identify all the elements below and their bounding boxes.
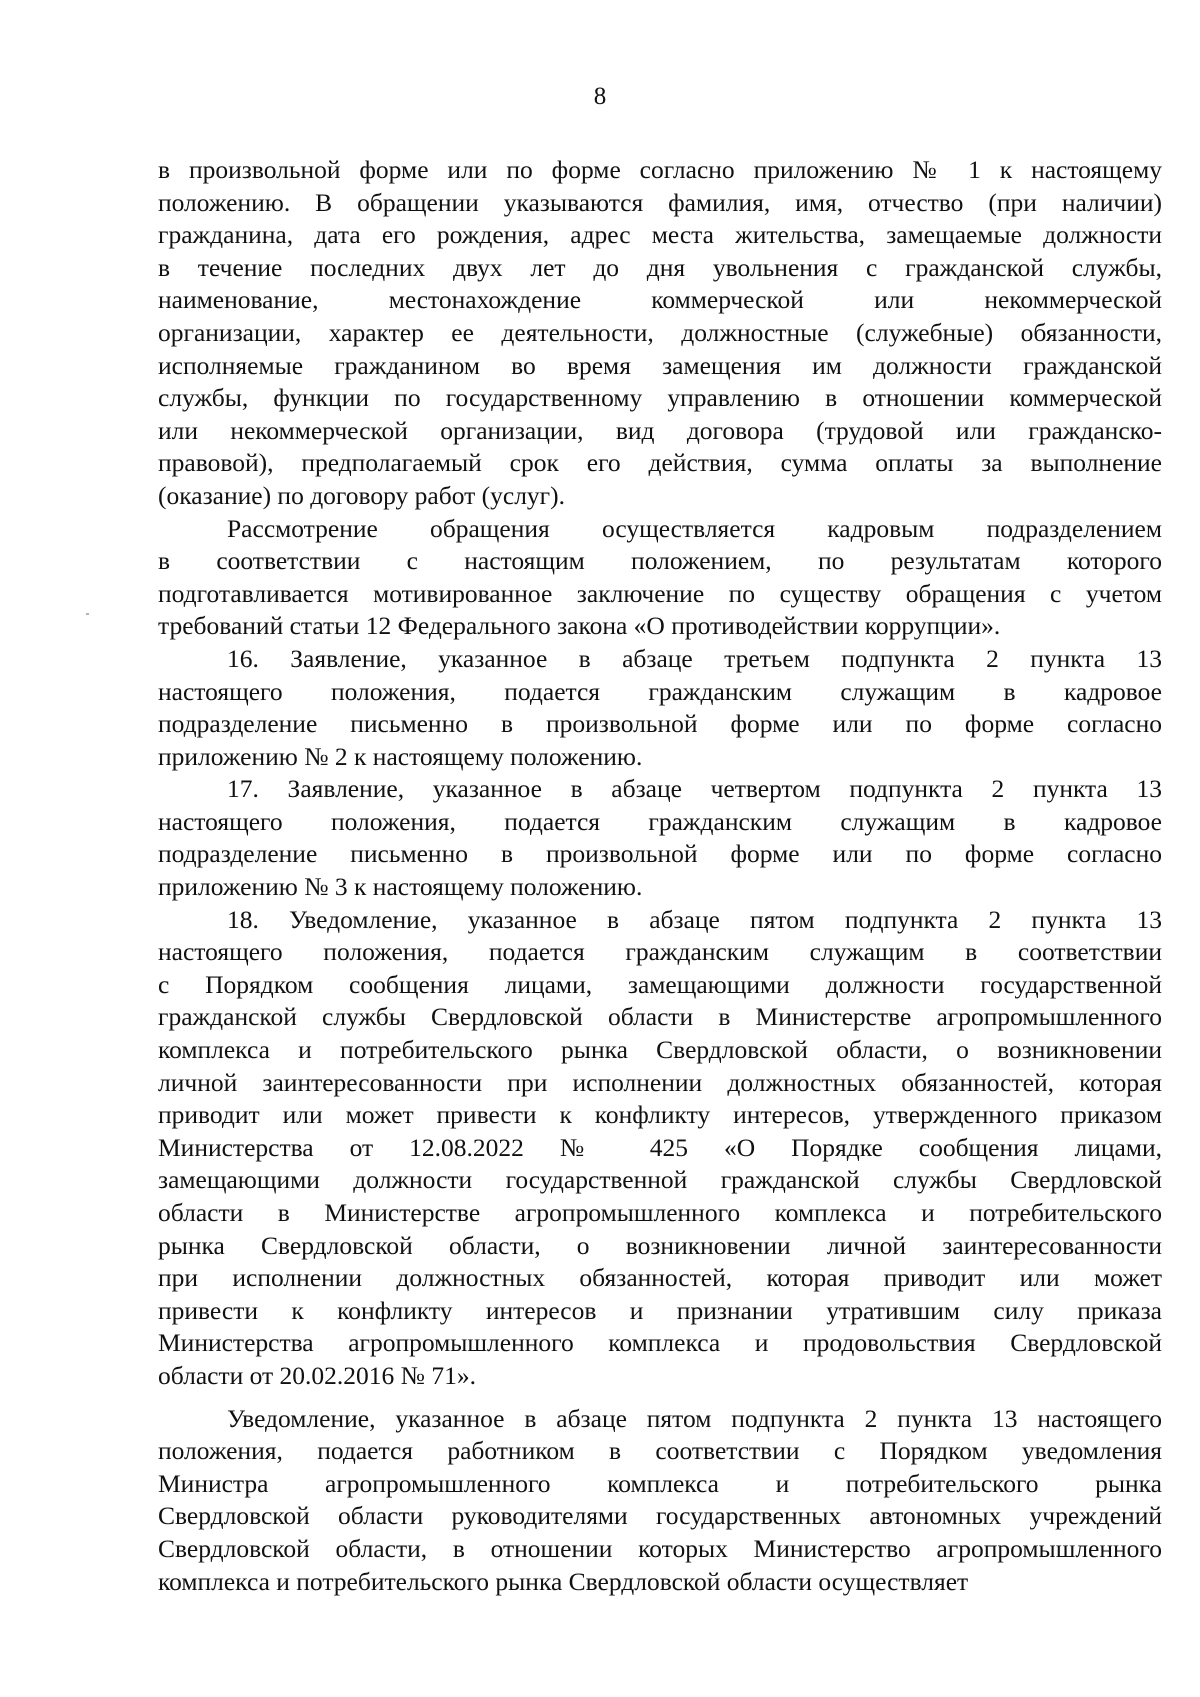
text-line: в соответствии с настоящим положением, по результатам которого: [158, 546, 1162, 576]
paragraph: [158, 513, 1162, 643]
text-line: рынка Свердловской области, о возникновении личной заинтересованности: [158, 1230, 1162, 1260]
text-line: с Порядком сообщения лицами, замещающими должности государственной: [158, 969, 1162, 999]
text-line: Министерства от 12.08.2022 № 425 «О Порядке сообщения лицами,: [158, 1132, 1162, 1162]
paragraph: [158, 154, 1162, 513]
text-line: 16. Заявление, указанное в абзаце третьем подпункта 2 пункта 13: [227, 643, 1162, 673]
text-line: приложению № 2 к настоящему положению.: [158, 741, 643, 771]
text-line: службы, функции по государственному управлению в отношении коммерческой: [158, 383, 1162, 413]
text-line: положению. В обращении указываются фамилия, имя, отчество (при наличии): [158, 187, 1162, 217]
scan-speck: [86, 613, 89, 615]
text-line: настоящего положения, подается гражданским служащим в кадровое: [158, 676, 1162, 706]
text-line: приложению № 3 к настоящему положению.: [158, 872, 643, 902]
text-line: комплекса и потребительского рынка Свердловской области осуществляет: [158, 1566, 969, 1596]
text-line: правовой), предполагаемый срок его действия, сумма оплаты за выполнение: [158, 448, 1162, 478]
text-line: или некоммерческой организации, вид договора (трудовой или гражданско-: [158, 415, 1162, 445]
text-line: комплекса и потребительского рынка Свердловской области, о возникновении: [158, 1035, 1162, 1065]
text-line: Рассмотрение обращения осуществляется кадровым подразделением: [227, 513, 1162, 543]
text-line: личной заинтересованности при исполнении должностных обязанностей, которая: [158, 1067, 1162, 1097]
paragraph: [158, 904, 1162, 1393]
text-line: замещающими должности государственной гражданской службы Свердловской: [158, 1165, 1162, 1195]
text-line: при исполнении должностных обязанностей, которая приводит или может: [158, 1263, 1162, 1293]
text-line: настоящего положения, подается гражданским служащим в соответствии: [158, 937, 1162, 967]
text-line: гражданина, дата его рождения, адрес места жительства, замещаемые должности: [158, 220, 1162, 250]
paragraph: [158, 773, 1162, 903]
text-line: Министерства агропромышленного комплекса и продовольствия Свердловской: [158, 1328, 1162, 1358]
page-number: 8: [593, 83, 607, 110]
text-line: положения, подается работником в соответствии с Порядком уведомления: [158, 1436, 1162, 1466]
text-line: Свердловской области, в отношении которых Министерство агропромышленного: [158, 1533, 1162, 1563]
text-line: области в Министерстве агропромышленного комплекса и потребительского: [158, 1198, 1162, 1227]
text-line: Свердловской области руководителями государственных автономных учреждений: [158, 1501, 1162, 1531]
text-line: подразделение письменно в произвольной форме или по форме согласно: [158, 839, 1162, 869]
text-line: 18. Уведомление, указанное в абзаце пятом подпункта 2 пункта 13: [227, 904, 1162, 934]
text-line: наименование, местонахождение коммерческой или некоммерческой: [158, 285, 1162, 315]
paragraph: [158, 643, 1162, 773]
text-line: Уведомление, указанное в абзаце пятом подпункта 2 пункта 13 настоящего: [227, 1403, 1162, 1433]
text-line: Министра агропромышленного комплекса и потребительского рынка: [158, 1468, 1162, 1498]
text-line: в произвольной форме или по форме согласно приложению № 1 к настоящему: [158, 155, 1162, 184]
text-line: требований статьи 12 Федерального закона «О противодействии коррупции».: [158, 611, 1001, 641]
text-line: области от 20.02.2016 № 71».: [158, 1360, 477, 1390]
text-line: в течение последних двух лет до дня увольнения с гражданской службы,: [158, 252, 1162, 282]
text-line: подразделение письменно в произвольной форме или по форме согласно: [158, 709, 1162, 739]
text-line: привести к конфликту интересов и признании утратившим силу приказа: [158, 1295, 1162, 1325]
document-body: [158, 154, 1162, 1598]
text-line: 17. Заявление, указанное в абзаце четвертом подпункта 2 пункта 13: [227, 774, 1162, 804]
text-line: исполняемые гражданином во время замещения им должности гражданской: [158, 350, 1162, 380]
text-line: гражданской службы Свердловской области в Министерстве агропромышленного: [158, 1002, 1162, 1032]
text-line: приводит или может привести к конфликту интересов, утвержденного приказом: [158, 1100, 1162, 1130]
paragraph-gap: [158, 1393, 1162, 1403]
paragraph: [158, 1403, 1162, 1599]
text-line: подготавливается мотивированное заключение по существу обращения с учетом: [158, 578, 1162, 608]
text-line: организации, характер ее деятельности, должностные (служебные) обязанности,: [158, 317, 1162, 347]
text-line: настоящего положения, подается гражданским служащим в кадровое: [158, 806, 1162, 836]
text-line: (оказание) по договору работ (услуг).: [158, 480, 565, 510]
